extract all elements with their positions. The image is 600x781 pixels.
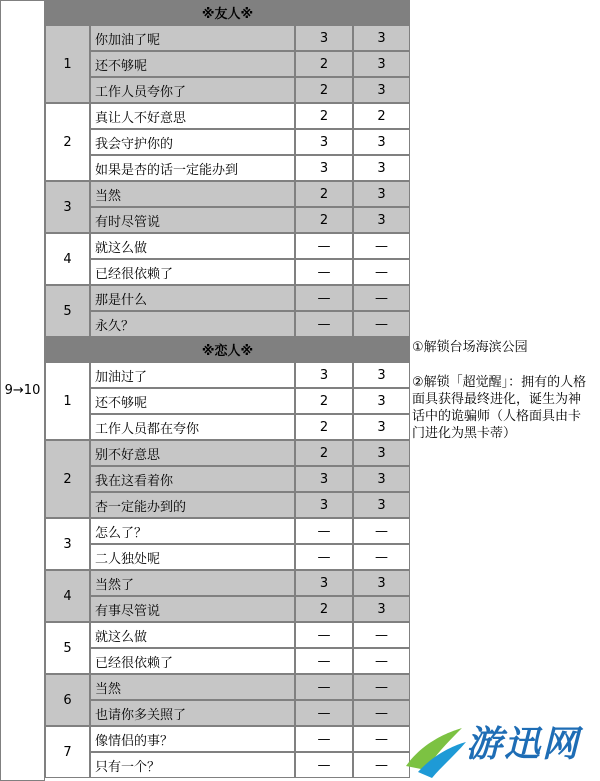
points-value-a-text: — (317, 705, 331, 721)
section-header-text: ※恋人※ (201, 344, 254, 359)
points-value-b-text: — (375, 705, 388, 721)
points-value-b-text: — (375, 627, 388, 643)
group-number-cell-text: 3 (63, 199, 72, 215)
points-value-a (295, 414, 353, 440)
points-value-a-text: 2 (319, 212, 329, 228)
points-value-b-text: — (375, 264, 388, 280)
points-value-b (353, 596, 410, 622)
group-number-cell (45, 233, 90, 285)
points-value-a (295, 103, 353, 129)
group-number-cell (45, 25, 90, 103)
points-value-b-text: 3 (377, 30, 386, 46)
points-value-a (295, 726, 353, 752)
dialogue-option-text: 有事尽管说 (95, 603, 161, 619)
points-value-b (353, 25, 410, 51)
points-value-b (353, 77, 410, 103)
points-value-b-text: 3 (377, 367, 386, 383)
points-value-a-text: 2 (319, 419, 329, 435)
dialogue-option (90, 181, 295, 207)
section-header-text: ※友人※ (201, 7, 254, 22)
points-value-a (295, 674, 353, 700)
points-value-b (353, 648, 410, 674)
dialogue-option-text: 我在这看着你 (95, 473, 174, 489)
dialogue-option-text: 当然了 (95, 577, 135, 593)
dialogue-option (90, 259, 295, 285)
dialogue-option-text: 我会守护你的 (95, 136, 174, 152)
section-header (45, 337, 410, 362)
points-value-b (353, 51, 410, 77)
points-value-a (295, 518, 353, 544)
points-value-b-text: 3 (377, 393, 386, 409)
points-value-a (295, 622, 353, 648)
points-value-b-text: — (375, 523, 388, 539)
group-number-cell (45, 285, 90, 337)
points-value-b-text: 3 (377, 212, 386, 228)
points-value-a-text: 2 (319, 82, 329, 98)
dialogue-option-text: 已经很依赖了 (95, 655, 174, 671)
points-value-b (353, 414, 410, 440)
group-number-cell-text: 2 (63, 134, 72, 150)
dialogue-option-text: 别不好意思 (95, 447, 161, 463)
group-number-cell (45, 674, 90, 726)
points-value-a-text: — (317, 679, 331, 695)
note-super-awakening (412, 374, 592, 442)
dialogue-option-text: 怎么了？ (95, 525, 148, 541)
dialogue-option-text: 如果是杏的话一定能办到 (95, 162, 239, 178)
group-number-cell-text: 5 (63, 303, 72, 319)
points-value-a (295, 466, 353, 492)
points-value-b-text: 3 (377, 575, 386, 591)
dialogue-option (90, 570, 295, 596)
dialogue-option-text: 你加油了呢 (95, 32, 161, 48)
points-value-a (295, 388, 353, 414)
points-value-a-text: 2 (319, 186, 329, 202)
dialogue-option-text: 杏一定能办到的 (95, 499, 187, 515)
dialogue-option (90, 233, 295, 259)
group-number-cell-text: 4 (63, 588, 72, 604)
points-value-b (353, 570, 410, 596)
dialogue-option (90, 518, 295, 544)
dialogue-option-text: 就这么做 (95, 629, 148, 645)
dialogue-option (90, 674, 295, 700)
points-value-b (353, 103, 410, 129)
points-value-b (353, 233, 410, 259)
dialogue-option (90, 388, 295, 414)
points-value-a-text: — (317, 627, 331, 643)
group-number-cell-text: 1 (63, 56, 72, 72)
points-value-a (295, 596, 353, 622)
points-value-b-text: 3 (377, 445, 386, 461)
points-value-a (295, 492, 353, 518)
points-value-a (295, 700, 353, 726)
dialogue-option (90, 77, 295, 103)
points-value-a (295, 544, 353, 570)
points-value-a-text: 2 (319, 393, 329, 409)
points-value-b-text: 3 (377, 160, 386, 176)
points-value-b (353, 544, 410, 570)
dialogue-option (90, 362, 295, 388)
points-value-a-text: 2 (319, 108, 329, 124)
points-value-b-text: — (375, 290, 388, 306)
points-value-b-text: — (375, 238, 388, 254)
points-value-b-text: — (375, 653, 388, 669)
dialogue-option (90, 648, 295, 674)
points-value-a (295, 129, 353, 155)
dialogue-option-text: 已经很依赖了 (95, 266, 174, 282)
points-value-a (295, 181, 353, 207)
dialogue-option-text: 当然 (95, 188, 122, 204)
group-number-cell-text: 6 (63, 692, 72, 708)
points-value-a-text: 3 (319, 575, 329, 591)
points-value-b-text: — (375, 679, 388, 695)
group-number-cell-text: 5 (63, 640, 72, 656)
points-value-b-text: 3 (377, 601, 386, 617)
points-value-a-text: — (317, 316, 331, 332)
group-number-cell (45, 362, 90, 440)
points-value-a-text: 3 (319, 471, 329, 487)
dialogue-option (90, 285, 295, 311)
points-value-a-text: — (317, 653, 331, 669)
group-number-cell (45, 726, 90, 778)
points-value-a-text: — (317, 549, 331, 565)
points-value-a-text: — (317, 757, 331, 773)
group-number-cell-text: 4 (63, 251, 72, 267)
points-value-b-text: — (375, 549, 388, 565)
points-value-a (295, 51, 353, 77)
dialogue-option (90, 207, 295, 233)
dialogue-option (90, 544, 295, 570)
dialogue-option-text: 真让人不好意思 (95, 110, 187, 126)
points-value-a-text: — (317, 238, 331, 254)
points-value-b-text: 2 (377, 108, 386, 124)
points-value-a (295, 648, 353, 674)
note-unlock-park (412, 339, 592, 356)
points-value-a (295, 207, 353, 233)
dialogue-option-text: 像情侣的事？ (95, 733, 174, 749)
points-value-b (353, 181, 410, 207)
dialogue-option (90, 103, 295, 129)
points-value-b (353, 492, 410, 518)
dialogue-option (90, 155, 295, 181)
group-number-cell-text: 2 (63, 471, 72, 487)
dialogue-option-text: 永久？ (95, 318, 135, 334)
points-value-b-text: 3 (377, 471, 386, 487)
note-1-text: ①解锁台场海滨公园 (412, 340, 528, 355)
points-value-b-text: 3 (377, 186, 386, 202)
points-value-b-text: 3 (377, 82, 386, 98)
dialogue-option-text: 当然 (95, 681, 122, 697)
points-value-b (353, 155, 410, 181)
points-value-b (353, 129, 410, 155)
dialogue-option-text: 只有一个？ (95, 759, 161, 775)
points-value-a-text: 2 (319, 56, 329, 72)
group-number-cell-text: 1 (63, 393, 72, 409)
points-value-a (295, 25, 353, 51)
points-value-b (353, 518, 410, 544)
dialogue-option (90, 51, 295, 77)
dialogue-option (90, 440, 295, 466)
points-value-a (295, 752, 353, 778)
dialogue-option-text: 有时尽管说 (95, 214, 161, 230)
dialogue-option-text: 还不够呢 (95, 395, 148, 411)
points-value-b-text: 3 (377, 134, 386, 150)
points-value-a-text: — (317, 523, 331, 539)
points-value-b (353, 466, 410, 492)
group-number-cell (45, 440, 90, 518)
points-value-b (353, 207, 410, 233)
section-header (45, 0, 410, 25)
level-range-label: 9→10 (4, 383, 41, 398)
points-value-a (295, 285, 353, 311)
watermark-logo-text: 游迅网 (466, 724, 581, 765)
dialogue-option-text: 二人独处呢 (95, 551, 161, 567)
dialogue-option-text: 工作人员都在夸你 (95, 421, 200, 437)
group-number-cell (45, 622, 90, 674)
points-value-a-text: 3 (319, 30, 329, 46)
group-number-cell-text: 3 (63, 536, 72, 552)
dialogue-option-text: 那是什么 (95, 292, 148, 308)
dialogue-option (90, 311, 295, 337)
points-value-a-text: 2 (319, 445, 329, 461)
group-number-cell (45, 103, 90, 181)
group-number-cell (45, 570, 90, 622)
points-value-a-text: — (317, 290, 331, 306)
dialogue-option-text: 加油过了 (95, 369, 148, 385)
points-value-a-text: 2 (319, 601, 329, 617)
level-range-cell (0, 0, 45, 781)
points-value-a (295, 362, 353, 388)
points-value-b (353, 440, 410, 466)
points-value-b-text: — (375, 316, 388, 332)
points-value-a (295, 311, 353, 337)
dialogue-option (90, 414, 295, 440)
points-value-b (353, 259, 410, 285)
points-value-a-text: 3 (319, 160, 329, 176)
points-value-a-text: 3 (319, 367, 329, 383)
dialogue-option (90, 596, 295, 622)
points-value-a (295, 440, 353, 466)
dialogue-option (90, 700, 295, 726)
points-value-b (353, 285, 410, 311)
points-value-a-text: 3 (319, 497, 329, 513)
points-value-a (295, 155, 353, 181)
dialogue-option-text: 也请你多关照了 (95, 707, 187, 723)
dialogue-option (90, 129, 295, 155)
group-number-cell (45, 518, 90, 570)
points-value-b (353, 362, 410, 388)
points-value-a (295, 570, 353, 596)
dialogue-option (90, 622, 295, 648)
points-value-b (353, 388, 410, 414)
points-value-a (295, 77, 353, 103)
points-value-a-text: — (317, 731, 331, 747)
dialogue-option (90, 25, 295, 51)
dialogue-option (90, 726, 295, 752)
dialogue-option-text: 就这么做 (95, 240, 148, 256)
points-value-a-text: 3 (319, 134, 329, 150)
dialogue-option (90, 752, 295, 778)
points-value-b (353, 674, 410, 700)
points-value-a-text: — (317, 264, 331, 280)
dialogue-option-text: 工作人员夸你了 (95, 84, 187, 100)
points-value-b-text: — (375, 731, 388, 747)
note-2-text: ②解锁「超觉醒」：拥有的人格面具获得最终进化，诞生为神话中的诡骗师（人格面具由卡门进化为黑卡蒂） (412, 375, 587, 441)
points-value-b-text: 3 (377, 56, 386, 72)
dialogue-option (90, 466, 295, 492)
points-value-b (353, 311, 410, 337)
points-value-b-text: 3 (377, 497, 386, 513)
group-number-cell-text: 7 (63, 744, 72, 760)
points-value-a (295, 259, 353, 285)
points-value-b-text: — (375, 757, 388, 773)
points-value-b-text: 3 (377, 419, 386, 435)
points-value-a (295, 233, 353, 259)
points-value-b (353, 622, 410, 648)
group-number-cell (45, 181, 90, 233)
dialogue-option (90, 492, 295, 518)
dialogue-option-text: 还不够呢 (95, 58, 148, 74)
